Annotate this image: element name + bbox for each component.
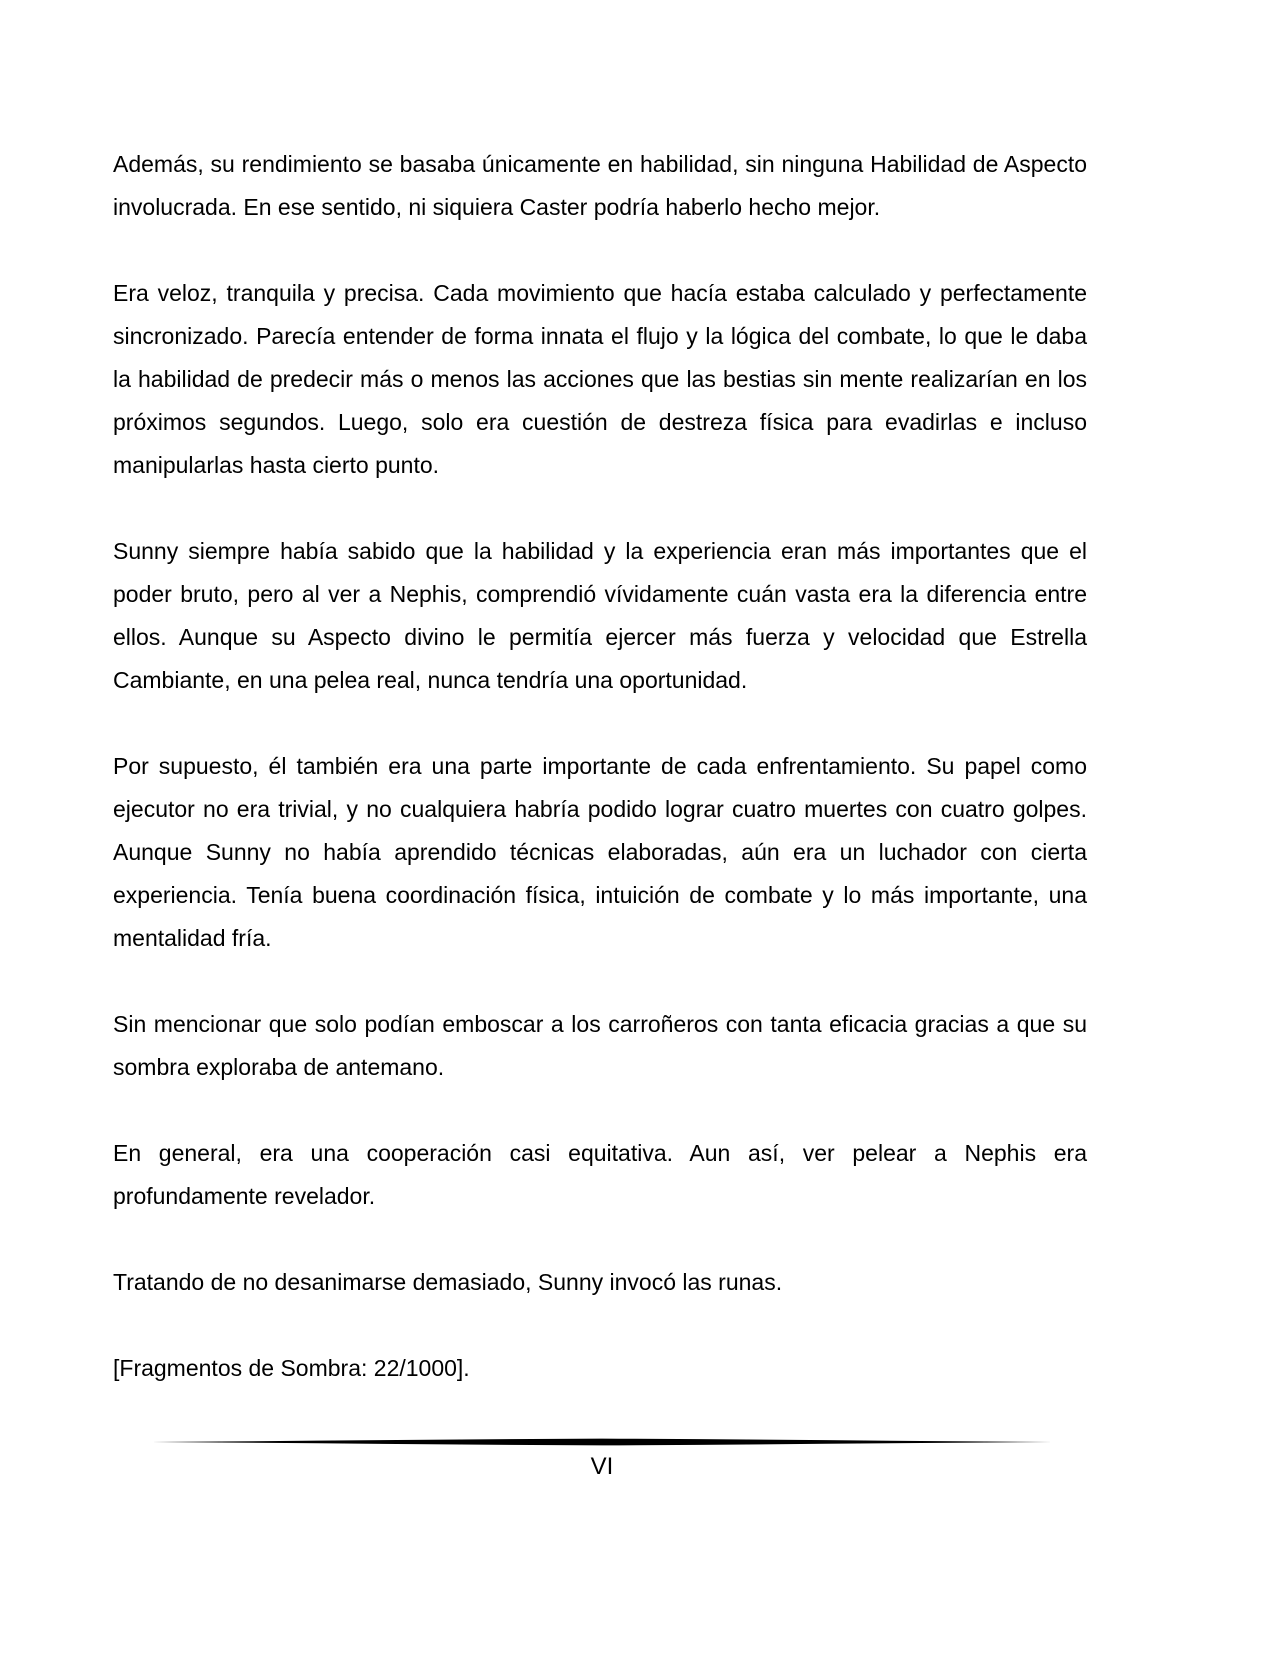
paragraph-1: Además, su rendimiento se basaba únicamente en habilidad, sin ninguna Habilidad de Aspecto involucrada. En ese sentido, ni siquiera Caster podría haberlo hecho mejor. — [113, 151, 1087, 220]
tapered-rule-graphic — [152, 1438, 1052, 1446]
footer-divider — [152, 1438, 1052, 1446]
paragraph-3: Sunny siempre había sabido que la habilidad y la experiencia eran más importantes que el poder bruto, pero al ver a Nephis, comprendió vívidamente cuán vasta era la diferencia entre ellos. Aunque su Aspecto divino le permitía ejercer más fuerza y velocidad que Estrella Cambiante, en una pelea real, nunca tendría una oportunidad. — [113, 538, 1087, 693]
paragraph-5: Sin mencionar que solo podían emboscar a los carroñeros con tanta eficacia gracias a que su sombra exploraba de antemano. — [113, 1011, 1087, 1080]
paragraph-6: En general, era una cooperación casi equitativa. Aun así, ver pelear a Nephis era profundamente revelador. — [113, 1140, 1087, 1209]
paragraph-2: Era veloz, tranquila y precisa. Cada movimiento que hacía estaba calculado y perfectamente sincronizado. Parecía entender de forma innata el flujo y la lógica del combate, lo que le daba la habilidad de predecir más o menos las acciones que las bestias sin mente realizarían en los próximos segundos. Luego, solo era cuestión de destreza física para evadirlas e incluso manipularlas hasta cierto punto. — [113, 280, 1087, 478]
paragraph-4: Por supuesto, él también era una parte importante de cada enfrentamiento. Su papel como ejecutor no era trivial, y no cualquiera habría podido lograr cuatro muertes con cuatro golpes. Aunque Sunny no había aprendido técnicas elaboradas, aún era un luchador con cierta experiencia. Tenía buena coordinación física, intuición de combate y lo más importante, una mentalidad fría. — [113, 753, 1087, 951]
paragraph-8: [Fragmentos de Sombra: 22/1000]. — [113, 1355, 470, 1381]
page-number: VI — [590, 1453, 614, 1480]
paragraph-7: Tratando de no desanimarse demasiado, Sunny invocó las runas. — [113, 1269, 783, 1295]
page-body — [113, 143, 1087, 1433]
